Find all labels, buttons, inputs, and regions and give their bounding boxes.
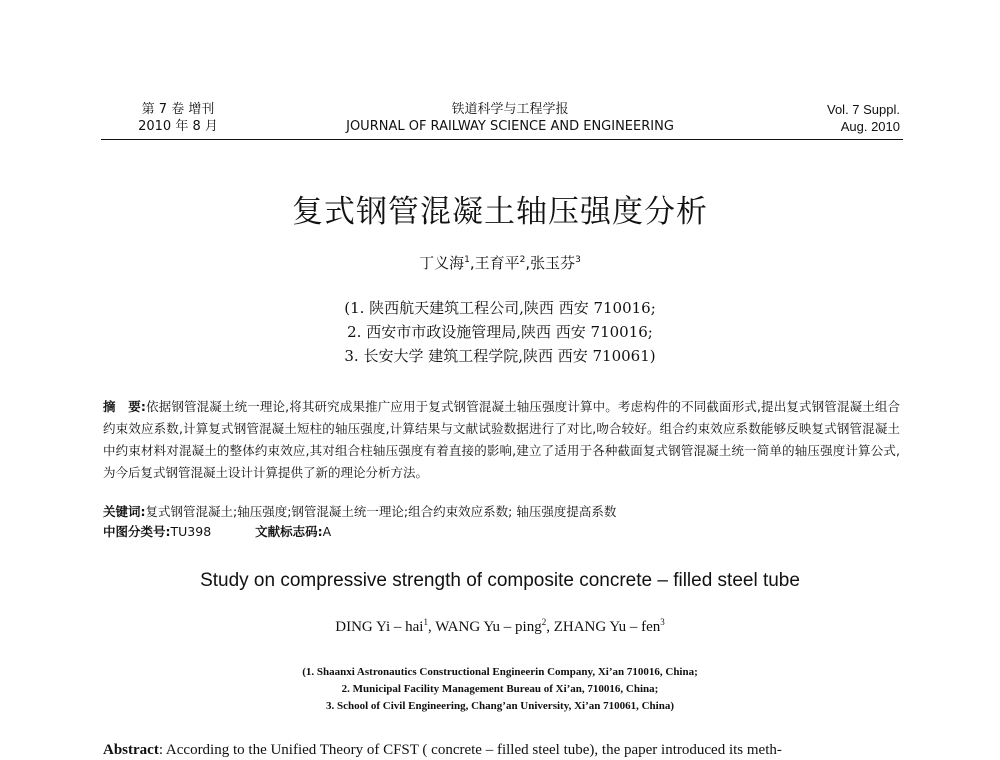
author-sup: 2 bbox=[519, 255, 526, 265]
affiliation-cn: (1. 陕西航天建筑工程公司,陕西 西安 710016; bbox=[344, 299, 656, 317]
abstract-cn-text: 依据钢管混凝土统一理论,将其研究成果推广应用于复式钢管混凝土轴压强度计算中。考虑构件的不同截面形式,提出复式钢管混凝土组合约束效应系数,计算复式钢管混凝土短柱的轴压强度,计算结果与文献试验数据进行了对比,吻合较好。组合约束效应系数能够反映复式钢管混凝土中约束材料对混凝土的整体约束效应,其对组合柱轴压强度有着直接的影响,建立了适用于各种截面复式钢管混凝土统一简单的轴压强度计算公式,为今后复式钢管混凝土设计计算提供了新的理论分析方法。 bbox=[103, 399, 901, 480]
header-date-cn: 2010 年 8 月 bbox=[138, 119, 218, 134]
doc-code-value: A bbox=[322, 524, 332, 539]
header-date-en: Aug. 2010 bbox=[840, 119, 900, 134]
author-name: DING Yi – hai bbox=[335, 619, 424, 635]
classification bbox=[103, 522, 900, 541]
header-volume-en bbox=[770, 101, 900, 135]
abstract-cn bbox=[103, 396, 900, 484]
authors-cn: 丁义海$^1$,王育平$^2$,张玉芬$^3$ bbox=[419, 254, 581, 272]
abstract-cn-label: 摘 要: bbox=[103, 399, 146, 414]
author-name: 张玉芬 bbox=[530, 254, 576, 272]
author-sup: 1 bbox=[464, 255, 470, 265]
header-volume-cn bbox=[118, 101, 238, 135]
author-name: 王育平 bbox=[474, 254, 520, 272]
header-volume-en-line: Vol. 7 Suppl. bbox=[827, 102, 900, 117]
clc-label: 中图分类号: bbox=[103, 524, 171, 539]
affiliation-en: (1. Shaanxi Astronautics Constructional Engineerin Company, Xi’an 710016, China; bbox=[302, 666, 698, 678]
keywords-cn bbox=[103, 502, 900, 521]
keywords-cn-text: 复式钢管混凝土;轴压强度;钢管混凝土统一理论;组合约束效应系数; 轴压强度提高系数 bbox=[145, 504, 617, 519]
header-rule bbox=[101, 139, 903, 140]
author-name: ZHANG Yu – fen bbox=[553, 619, 661, 635]
journal-name-cn: 铁道科学与工程学报 bbox=[451, 102, 569, 117]
paper-title-cn: 复式钢管混凝土轴压强度分析 bbox=[292, 194, 708, 230]
paper-title-en: Study on compressive strength of composite concrete – filled steel tube bbox=[200, 570, 800, 591]
affiliation-cn: 2. 西安市市政设施管理局,陕西 西安 710016; bbox=[347, 323, 653, 341]
keywords-cn-label: 关键词: bbox=[103, 504, 146, 519]
author-sup: 3 bbox=[575, 255, 581, 265]
abstract-en bbox=[103, 740, 900, 760]
author-name: WANG Yu – ping bbox=[435, 619, 542, 635]
affiliation-en: 2. Municipal Facility Management Bureau of Xi’an, 710016, China; bbox=[341, 683, 659, 695]
author-sup: 2 bbox=[541, 617, 547, 627]
authors-en: DING Yi – hai$^1$, WANG Yu – ping$^2$, ZHANG Yu – fen$^3$ bbox=[335, 617, 665, 635]
header-journal bbox=[300, 101, 720, 135]
affiliation-en: 3. School of Civil Engineering, Chang’an University, Xi’an 710061, China) bbox=[325, 700, 675, 712]
affiliation-cn: 3. 长安大学 建筑工程学院,陕西 西安 710061) bbox=[344, 347, 656, 365]
clc-value: TU398 bbox=[170, 524, 212, 539]
abstract-en-label: Abstract bbox=[103, 742, 159, 758]
journal-name-en: JOURNAL OF RAILWAY SCIENCE AND ENGINEERING bbox=[346, 119, 674, 134]
doc-code-label: 文献标志码: bbox=[255, 524, 323, 539]
author-sup: 1 bbox=[423, 617, 428, 627]
header-volume-cn-line: 第 7 卷 增刊 bbox=[141, 102, 215, 117]
author-name: 丁义海 bbox=[419, 254, 465, 272]
abstract-en-text: : According to the Unified Theory of CFST ( concrete – filled steel tube), the paper introduced its meth- bbox=[158, 742, 782, 758]
author-sup: 3 bbox=[660, 617, 665, 627]
